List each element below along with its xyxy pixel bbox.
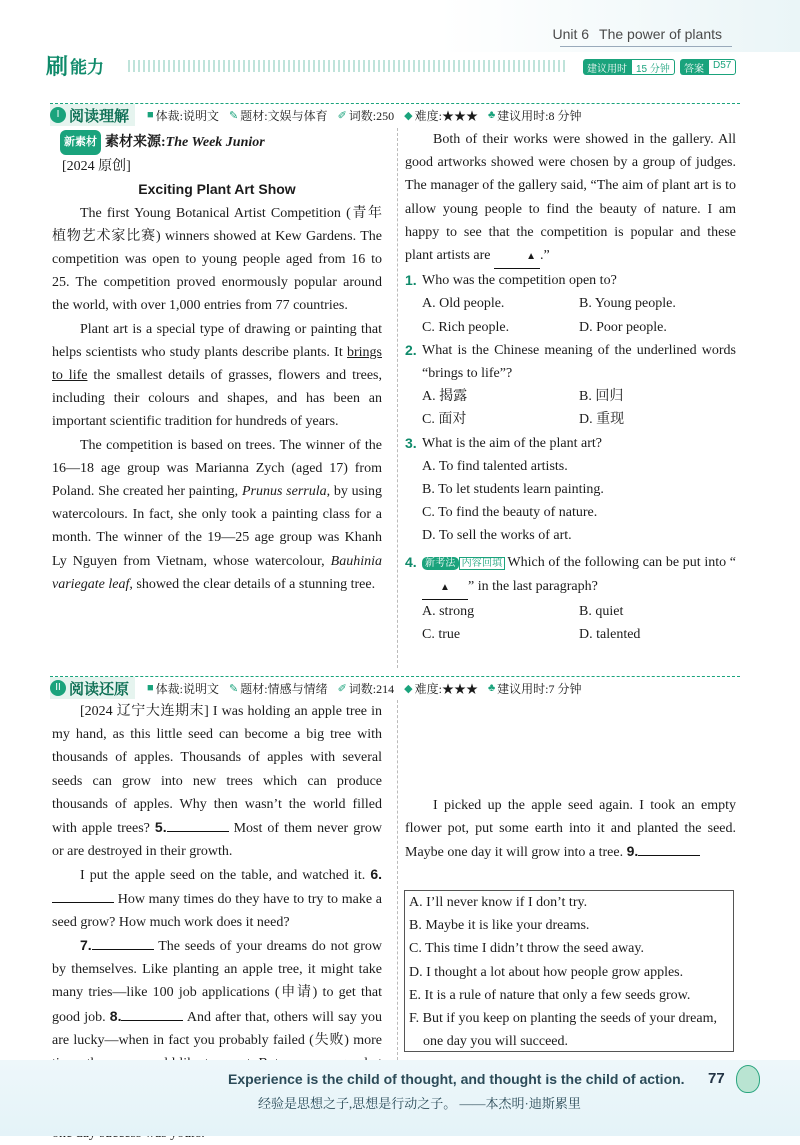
theme-icon: ✎	[229, 682, 239, 695]
passage2-paragraph-2: I put the apple seed on the table, and watched it. 6. How many times do they have to try to make a seed grow? How much work does it need?	[52, 866, 382, 930]
painting-title-2: Bauhinia variegate leaf	[52, 553, 382, 592]
painting-title-1: Prunus serrula	[241, 484, 327, 500]
question-4-stem: 新考法 内容回填 Which of the following can be put into “▲ ” in the last paragraph?	[422, 551, 736, 600]
passage-origin: [2024 原创]	[62, 159, 131, 175]
blank-9-number: 9.	[626, 843, 639, 860]
question-3-option-d[interactable]: D. To sell the works of art.	[422, 528, 572, 544]
sentence-option-f[interactable]: F. But if you keep on planting the seeds of your dream, one day you will succeed.	[409, 1011, 717, 1050]
theme-icon: ✎	[229, 109, 239, 122]
sentence-option-b[interactable]: B. Maybe it is like your dreams.	[409, 918, 590, 934]
lightbulb-icon	[736, 1065, 760, 1093]
section2-tag	[50, 677, 135, 699]
footer-quote-chinese: 经验是思想之子,思想是行动之子。 ——本杰明·迪斯累里	[258, 1096, 581, 1111]
page-number: 77	[708, 1070, 725, 1087]
section1-genre: 体裁:说明文	[155, 108, 220, 123]
time-value: 15 分钟	[631, 59, 675, 75]
section2-meta	[147, 680, 582, 697]
blank-7-number: 7.	[80, 937, 92, 954]
clock-icon: ♣	[487, 682, 496, 694]
clock-icon: ♣	[487, 109, 496, 121]
passage-paragraph-2: Plant art is a special type of drawing or painting that helps scientists who study plants describe plants. It brings to life the smallest details of grasses, flowers and trees, including their colours and shapes, and has been an important scientific tradition for hundreds of years.	[52, 321, 383, 430]
sentence-options-box	[404, 890, 734, 1052]
section1-right-column	[405, 128, 736, 646]
brand	[46, 52, 104, 78]
answer-label: 答案	[680, 59, 708, 75]
source-label: 素材来源:	[105, 135, 166, 150]
question-1-stem: Who was the competition open to?	[422, 273, 617, 289]
passage2-paragraph-3-continued: And after that, others will say you are lucky—when in fact you probably failed (失败) more	[52, 1009, 382, 1048]
section2-bar	[50, 676, 740, 699]
sentence-option-e[interactable]: E. It is a rule of nature that only a few seeds grow.	[409, 987, 691, 1003]
question-1-option-d[interactable]: D. Poor people.	[579, 319, 667, 335]
section2-time: 建议用时:7 分钟	[497, 681, 582, 696]
new-method-tag: 新考法	[422, 557, 459, 570]
section2-right-column	[405, 794, 736, 865]
question-2-option-a[interactable]: A. 揭露	[422, 389, 468, 405]
passage-title: Exciting Plant Art Show	[138, 181, 296, 198]
section2-number: II	[50, 680, 66, 696]
answer-badge	[680, 59, 736, 75]
question-4-option-c[interactable]: C. true	[422, 627, 461, 643]
section2-genre: 体裁:说明文	[155, 681, 220, 696]
section1-tag	[50, 104, 135, 126]
content-fill-tag: 内容回填	[459, 557, 506, 570]
underlined-phrase: brings to life	[52, 344, 382, 384]
question-1-option-b[interactable]: B. Young people.	[579, 296, 676, 312]
passage-paragraph-1: The first Young Botanical Artist Competition (青年植物艺术家比赛) winners showed at Kew Gardens. The competition was open to young people aged from 16 to 25. The competition proved enormously popular around the world, with over 1,000 entries from 77 countries.	[52, 205, 382, 314]
section1-number: I	[50, 107, 66, 123]
brand-logo: 刷	[46, 53, 69, 79]
blank-7[interactable]	[92, 935, 154, 950]
passage-paragraph-4: Both of their works were showed in the gallery. All good artworks showed were chosen by a group of judges. The manager of the gallery said, “The aim of plant art is to allow young people to find the beauty of nature. I am happy to see that the competition is popular and these plant artists are ▲ .”	[405, 128, 736, 269]
question-2-option-b[interactable]: B. 回归	[579, 389, 624, 405]
sentence-option-d[interactable]: D. I thought a lot about how people grow apples.	[409, 964, 684, 980]
question-1: 1. Who was the competition open to? A. Old people. B. Young people. C. Rich people. D. Poor people.	[405, 269, 736, 339]
sentence-option-c[interactable]: C. This time I didn’t throw the seed away.	[409, 941, 644, 957]
unit-title	[552, 26, 732, 42]
answer-page: D57	[708, 59, 736, 75]
footer-quote-english: Experience is the child of thought, and thought is the child of action.	[228, 1071, 685, 1087]
question-3-option-c[interactable]: C. To find the beauty of nature.	[422, 505, 598, 521]
wordcount-icon: ✐	[337, 682, 347, 695]
blank-8[interactable]	[121, 1006, 183, 1021]
question-1-option-a[interactable]: A. Old people.	[422, 296, 505, 312]
unit-number: Unit 6	[552, 26, 590, 42]
question-2-option-d[interactable]: D. 重现	[579, 412, 625, 428]
passage2-paragraph-1: [2024 辽宁大连期末] I was holding an apple tree in my hand, as this little seed can become a big tree with thousands of apples. Thousands of apples with several seeds can grow into new trees which can produce thousands of apples. Why then wasn’t the world filled with apple trees? 5. Most of them never grow or are destroyed in their growth.	[52, 704, 382, 860]
new-material-badge: 新素材	[60, 130, 101, 155]
question-1-option-c[interactable]: C. Rich people.	[422, 319, 510, 335]
blank-6[interactable]	[52, 888, 114, 903]
header-time-badge	[583, 59, 675, 75]
question-4-option-a[interactable]: A. strong	[422, 604, 475, 620]
question-2-stem: What is the Chinese meaning of the underlined words “brings to life”?	[422, 342, 736, 382]
section1-words: 词数:250	[348, 108, 395, 123]
section1-column-divider	[397, 128, 398, 668]
passage2-paragraph-4: I picked up the apple seed again. I took an empty flower pot, put some earth into it and planted the seed. Maybe one day it will grow into a tree. 9.	[405, 798, 736, 861]
question-4: 4. 新考法 内容回填 Which of the following can be put into “▲ ” in the last paragraph? A. strong B. quiet C. true D. talented	[405, 551, 736, 647]
unit-topic: The power of plants	[599, 26, 722, 42]
section1-title: 阅读理解	[69, 108, 130, 125]
question-3-stem: What is the aim of the plant art?	[422, 435, 602, 451]
blank-9[interactable]	[638, 841, 700, 856]
question-4-option-d[interactable]: D. talented	[579, 627, 641, 643]
section1-difficulty: 难度:★★★	[414, 108, 478, 123]
unit-underline	[560, 46, 732, 47]
blank-6-number: 6.	[370, 866, 382, 883]
passage-paragraph-3: The competition is based on trees. The winner of the 16—18 age group was Marianna Zych (aged 17) from Poland. She created her painting, Prunus serrula, by using watercolours. In fact, she only took a painting class for a month. The winner of the 19—25 age group was Khanh Ly Nguyen from Vietnam, whose watercolour, Bauhinia variegate leaf, showed the clear details of a stunning tree.	[52, 437, 382, 592]
sentence-option-a[interactable]: A. I’ll never know if I don’t try.	[409, 895, 588, 910]
section2-theme: 题材:情感与情绪	[240, 681, 328, 696]
section1-left-column	[52, 130, 382, 596]
question-3-option-a[interactable]: A. To find talented artists.	[422, 458, 568, 474]
section2-title: 阅读还原	[69, 681, 130, 698]
difficulty-icon: ◆	[404, 109, 413, 122]
source-line	[60, 130, 382, 155]
question-2-option-c[interactable]: C. 面对	[422, 412, 467, 428]
question-3-option-b[interactable]: B. To let students learn painting.	[422, 482, 604, 498]
answer-blank[interactable]: ▲	[494, 245, 540, 269]
section1-meta	[147, 107, 582, 124]
question-4-option-b[interactable]: B. quiet	[579, 604, 624, 620]
genre-icon: ■	[147, 682, 154, 694]
difficulty-icon: ◆	[404, 682, 413, 695]
passage2-paragraph-3: 7. The seeds of your dreams do not grow by themselves. Like planting an apple tree, it might take many tries—like 100 job applications (申请) to get that good job. 8. And after that, others will say you are lucky—when in fact you probably failed (失败) more	[52, 934, 382, 1145]
genre-icon: ■	[147, 109, 154, 121]
wordcount-icon: ✐	[337, 109, 347, 122]
question-4-blank: ▲	[422, 576, 468, 600]
header-hatch-divider	[128, 60, 568, 72]
question-2: 2. What is the Chinese meaning of the underlined words “brings to life”? A. 揭露 B. 回归 C. 面对 D. 重现	[405, 339, 736, 432]
question-3: 3. What is the aim of the plant art? A. To find talented artists. B. To let students learn painting. C. To find the beauty of nature. D. To sell the works of art.	[405, 432, 736, 548]
section1-theme: 题材:文娱与体育	[240, 108, 328, 123]
brand-subtitle: 能力	[70, 57, 105, 77]
source-name: The Week Junior	[165, 135, 265, 150]
time-label: 建议用时	[583, 59, 631, 75]
section1-time: 建议用时:8 分钟	[497, 108, 582, 123]
section2-column-divider	[397, 700, 398, 1060]
section2-difficulty: 难度:★★★	[414, 681, 478, 696]
section1-bar	[50, 103, 740, 126]
section2-words: 词数:214	[348, 681, 395, 696]
blank-8-number: 8.	[109, 1007, 122, 1024]
blank-5[interactable]	[167, 817, 229, 832]
blank-5-number: 5.	[154, 819, 167, 836]
